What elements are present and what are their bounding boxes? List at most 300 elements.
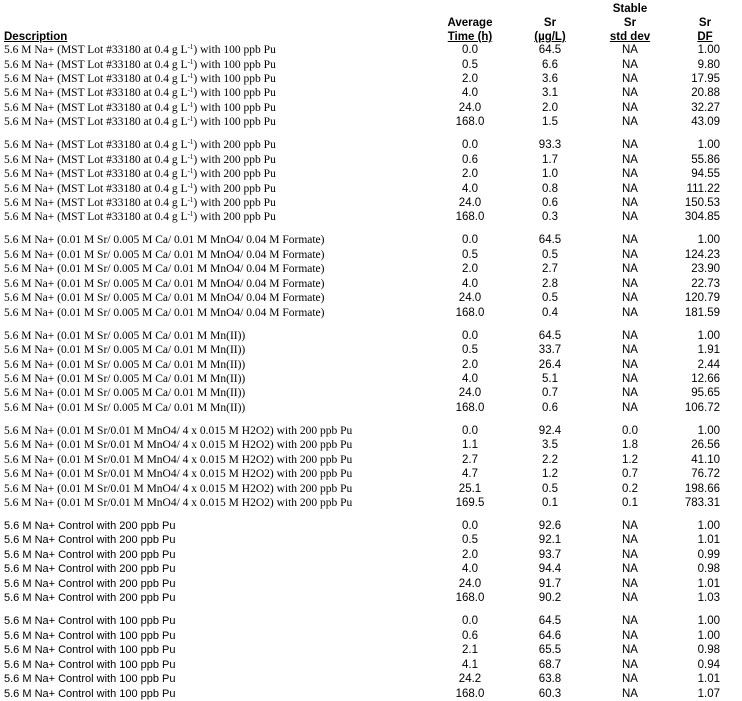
- description-text: 5.6 M Na+ Control with 200 ppb Pu: [4, 520, 176, 532]
- row-average-time: 168.0: [455, 687, 485, 700]
- description-text: 5.6 M Na+ (0.01 M Sr/ 0.005 M Ca/ 0.01 M MnO4/ 0.04 M Formate): [4, 292, 325, 305]
- row-sr: 65.5: [538, 644, 562, 657]
- row-sr-df: 23.90: [691, 263, 720, 276]
- row-description: [4, 167, 276, 181]
- row-description: [4, 329, 245, 343]
- row-sr-df: 1.01: [697, 534, 720, 547]
- row-description: [4, 438, 352, 452]
- row-sr-df: 76.72: [691, 468, 720, 481]
- row-stable-sr-std-dev: NA: [622, 44, 638, 56]
- table-row: [0, 277, 742, 291]
- table-row: [0, 372, 742, 386]
- row-sr-df: 1.00: [697, 615, 720, 628]
- row-description: [4, 467, 352, 481]
- row-sr-df: 17.95: [691, 72, 720, 85]
- row-sr: 2.2: [542, 453, 558, 466]
- row-sr: 64.5: [538, 44, 562, 56]
- row-sr-df: 1.00: [697, 44, 720, 56]
- row-average-time: 2.0: [462, 548, 478, 561]
- row-stable-sr-std-dev: NA: [622, 211, 638, 224]
- row-average-time: 0.5: [462, 534, 478, 547]
- row-sr-df: 20.88: [691, 87, 720, 100]
- row-sr-df: 0.99: [697, 548, 720, 561]
- header-sr-line2: (µg/L): [534, 31, 566, 43]
- row-stable-sr-std-dev: 1.8: [622, 439, 638, 452]
- row-sr: 2.8: [542, 277, 558, 290]
- description-text: 5.6 M Na+ (MST Lot #33180 at 0.4 g L: [4, 182, 188, 195]
- row-sr-df: 1.01: [697, 673, 720, 685]
- row-average-time: 168.0: [455, 211, 485, 224]
- row-average-time: 24.0: [458, 197, 482, 209]
- row-stable-sr-std-dev: NA: [622, 387, 638, 400]
- row-description: [4, 533, 176, 547]
- row-sr-df: 1.03: [697, 592, 720, 605]
- row-description: [4, 86, 276, 100]
- table-row: [0, 196, 742, 210]
- row-average-time: 0.0: [462, 424, 478, 437]
- row-sr-df: 1.91: [697, 344, 720, 356]
- description-superscript: -1: [187, 100, 194, 109]
- row-description: [4, 629, 176, 643]
- row-sr-df: 111.22: [686, 182, 720, 195]
- row-average-time: 24.0: [458, 387, 482, 400]
- row-average-time: 1.1: [462, 439, 478, 452]
- description-superscript: -1: [187, 196, 194, 204]
- row-sr-df: 1.07: [697, 687, 720, 700]
- row-average-time: 168.0: [455, 116, 485, 129]
- row-stable-sr-std-dev: NA: [622, 116, 638, 129]
- description-superscript: -1: [187, 115, 194, 124]
- row-stable-sr-std-dev: NA: [622, 577, 638, 590]
- row-description: [4, 424, 352, 438]
- description-text: 5.6 M Na+ (MST Lot #33180 at 0.4 g L: [4, 211, 188, 224]
- row-sr-df: 55.86: [691, 153, 720, 166]
- description-text: 5.6 M Na+ Control with 200 ppb Pu: [4, 563, 176, 576]
- row-description: [4, 372, 245, 386]
- row-description: [4, 182, 276, 196]
- row-description: [4, 591, 176, 605]
- description-superscript: -1: [187, 152, 194, 161]
- row-sr: 93.3: [538, 139, 562, 152]
- table-row: [0, 687, 742, 701]
- description-suffix: ) with 100 ppb Pu: [193, 44, 276, 56]
- row-stable-sr-std-dev: NA: [622, 168, 638, 181]
- description-text: 5.6 M Na+ (MST Lot #33180 at 0.4 g L: [4, 58, 188, 71]
- table-row: [0, 138, 742, 152]
- row-stable-sr-std-dev: NA: [622, 101, 638, 114]
- table-row: [0, 153, 742, 167]
- row-sr-df: 2.44: [697, 358, 720, 371]
- table-row: [0, 101, 742, 115]
- row-sr: 64.5: [538, 615, 562, 628]
- row-average-time: 169.5: [455, 497, 485, 509]
- row-sr: 6.6: [542, 58, 558, 71]
- row-description: [4, 138, 276, 152]
- row-stable-sr-std-dev: NA: [622, 72, 638, 85]
- description-suffix: ) with 200 ppb Pu: [193, 168, 276, 181]
- row-sr-df: 9.80: [697, 58, 720, 71]
- row-sr-df: 1.01: [697, 577, 720, 590]
- row-description: [4, 262, 325, 276]
- row-description: [4, 43, 276, 57]
- row-average-time: 0.0: [462, 615, 478, 628]
- row-sr: 2.7: [542, 263, 558, 276]
- row-sr: 91.7: [538, 577, 562, 590]
- table-row: [0, 262, 742, 276]
- header-description-label: Description: [4, 31, 68, 43]
- table-row: [0, 329, 742, 343]
- row-sr-df: 124.23: [684, 248, 720, 261]
- header-sd-line1: Stable: [612, 3, 648, 15]
- header-time-line1: Average: [447, 17, 493, 29]
- description-text: 5.6 M Na+ (MST Lot #33180 at 0.4 g L: [4, 101, 188, 114]
- row-stable-sr-std-dev: NA: [622, 306, 638, 319]
- row-description: [4, 482, 352, 496]
- row-stable-sr-std-dev: 0.1: [622, 497, 638, 509]
- row-average-time: 0.5: [462, 248, 478, 261]
- table-row: [0, 210, 742, 224]
- table-row: [0, 643, 742, 657]
- row-stable-sr-std-dev: NA: [622, 401, 638, 414]
- row-sr: 33.7: [538, 344, 562, 356]
- row-average-time: 0.0: [462, 139, 478, 152]
- description-suffix: ) with 100 ppb Pu: [193, 87, 276, 100]
- row-sr: 0.3: [542, 211, 558, 224]
- description-text: 5.6 M Na+ (0.01 M Sr/0.01 M MnO4/ 4 x 0.015 M H2O2) with 200 ppb Pu: [4, 424, 353, 437]
- description-text: 5.6 M Na+ (0.01 M Sr/ 0.005 M Ca/ 0.01 M Mn(II)): [4, 358, 246, 371]
- row-sr: 92.1: [538, 534, 562, 547]
- row-average-time: 25.1: [458, 482, 482, 495]
- description-text: 5.6 M Na+ (MST Lot #33180 at 0.4 g L: [4, 44, 188, 56]
- row-stable-sr-std-dev: NA: [622, 644, 638, 657]
- description-text: 5.6 M Na+ (0.01 M Sr/ 0.005 M Ca/ 0.01 M MnO4/ 0.04 M Formate): [4, 234, 325, 247]
- row-description: [4, 248, 325, 262]
- row-stable-sr-std-dev: NA: [622, 329, 638, 342]
- row-description: [4, 306, 325, 320]
- description-text: 5.6 M Na+ (MST Lot #33180 at 0.4 g L: [4, 87, 188, 100]
- row-sr-df: 304.85: [684, 211, 720, 224]
- description-text: 5.6 M Na+ (0.01 M Sr/ 0.005 M Ca/ 0.01 M MnO4/ 0.04 M Formate): [4, 263, 325, 276]
- description-text: 5.6 M Na+ (MST Lot #33180 at 0.4 g L: [4, 72, 188, 85]
- description-text: 5.6 M Na+ (0.01 M Sr/0.01 M MnO4/ 4 x 0.015 M H2O2) with 200 ppb Pu: [4, 482, 353, 495]
- row-average-time: 4.0: [462, 277, 478, 290]
- table-row: [0, 533, 742, 547]
- description-text: 5.6 M Na+ (0.01 M Sr/ 0.005 M Ca/ 0.01 M MnO4/ 0.04 M Formate): [4, 248, 325, 261]
- row-average-time: 4.7: [462, 468, 478, 481]
- row-stable-sr-std-dev: 1.2: [622, 453, 638, 466]
- description-text: 5.6 M Na+ (MST Lot #33180 at 0.4 g L: [4, 153, 188, 166]
- description-text: 5.6 M Na+ Control with 200 ppb Pu: [4, 577, 176, 590]
- row-sr: 0.7: [542, 387, 558, 400]
- row-sr-df: 26.56: [691, 439, 720, 452]
- row-stable-sr-std-dev: NA: [622, 292, 638, 305]
- row-average-time: 24.0: [458, 292, 482, 305]
- header-sd-line3: std dev: [609, 31, 651, 43]
- row-average-time: 168.0: [455, 592, 485, 605]
- row-sr-df: 0.98: [697, 644, 720, 657]
- row-description: [4, 496, 352, 510]
- description-text: 5.6 M Na+ (0.01 M Sr/ 0.005 M Ca/ 0.01 M Mn(II)): [4, 387, 246, 400]
- row-sr: 0.1: [542, 497, 558, 509]
- row-sr: 0.5: [542, 482, 558, 495]
- description-text: 5.6 M Na+ Control with 100 ppb Pu: [4, 629, 176, 642]
- row-stable-sr-std-dev: NA: [622, 234, 638, 247]
- row-sr-df: 1.00: [697, 629, 720, 642]
- description-suffix: ) with 100 ppb Pu: [193, 116, 276, 129]
- table-row: [0, 519, 742, 533]
- row-sr-df: 1.00: [697, 139, 720, 152]
- description-text: 5.6 M Na+ (0.01 M Sr/ 0.005 M Ca/ 0.01 M Mn(II)): [4, 344, 246, 356]
- description-text: 5.6 M Na+ (0.01 M Sr/0.01 M MnO4/ 4 x 0.015 M H2O2) with 200 ppb Pu: [4, 497, 353, 509]
- description-text: 5.6 M Na+ (0.01 M Sr/0.01 M MnO4/ 4 x 0.015 M H2O2) with 200 ppb Pu: [4, 468, 353, 481]
- row-stable-sr-std-dev: NA: [622, 153, 638, 166]
- table-row: [0, 306, 742, 320]
- table-row: [0, 672, 742, 686]
- description-superscript: -1: [187, 138, 194, 147]
- table-row: [0, 591, 742, 605]
- row-stable-sr-std-dev: NA: [622, 197, 638, 209]
- row-description: [4, 687, 176, 701]
- table-row: [0, 358, 742, 372]
- row-sr-df: 95.65: [691, 387, 720, 400]
- description-suffix: ) with 200 ppb Pu: [193, 211, 276, 224]
- row-description: [4, 577, 176, 591]
- description-suffix: ) with 100 ppb Pu: [193, 101, 276, 114]
- row-sr-df: 181.59: [684, 306, 720, 319]
- row-sr: 0.5: [542, 248, 558, 261]
- row-description: [4, 562, 176, 576]
- description-text: 5.6 M Na+ Control with 200 ppb Pu: [4, 548, 176, 561]
- row-sr: 0.6: [542, 197, 558, 209]
- row-description: [4, 277, 325, 291]
- table-row: [0, 496, 742, 510]
- row-sr: 64.5: [538, 234, 562, 247]
- row-description: [4, 548, 176, 562]
- description-text: 5.6 M Na+ (0.01 M Sr/ 0.005 M Ca/ 0.01 M MnO4/ 0.04 M Formate): [4, 277, 325, 290]
- description-suffix: ) with 200 ppb Pu: [193, 197, 276, 209]
- row-sr: 90.2: [538, 592, 562, 605]
- row-sr: 1.5: [542, 116, 558, 129]
- table-row: [0, 548, 742, 562]
- description-suffix: ) with 200 ppb Pu: [193, 139, 276, 152]
- table-row: [0, 291, 742, 305]
- row-average-time: 2.0: [462, 358, 478, 371]
- row-sr: 94.4: [538, 563, 562, 576]
- header-sr-line1: Sr: [543, 17, 557, 29]
- row-sr-df: 1.00: [697, 329, 720, 342]
- row-average-time: 4.1: [462, 658, 478, 671]
- row-description: [4, 58, 276, 72]
- table-row: [0, 453, 742, 467]
- row-average-time: 2.0: [462, 263, 478, 276]
- row-stable-sr-std-dev: NA: [622, 358, 638, 371]
- row-sr: 64.6: [538, 629, 562, 642]
- table-row: [0, 343, 742, 357]
- description-text: 5.6 M Na+ (0.01 M Sr/0.01 M MnO4/ 4 x 0.015 M H2O2) with 200 ppb Pu: [4, 453, 353, 466]
- header-description: [4, 30, 67, 44]
- row-average-time: 24.0: [458, 577, 482, 590]
- row-description: [4, 519, 176, 533]
- table-row: [0, 182, 742, 196]
- description-superscript: -1: [187, 167, 194, 176]
- description-text: 5.6 M Na+ (MST Lot #33180 at 0.4 g L: [4, 168, 188, 181]
- row-stable-sr-std-dev: NA: [622, 182, 638, 195]
- table-row: [0, 72, 742, 86]
- description-superscript: -1: [187, 71, 194, 80]
- description-suffix: ) with 100 ppb Pu: [193, 58, 276, 71]
- row-stable-sr-std-dev: NA: [622, 673, 638, 685]
- row-stable-sr-std-dev: 0.2: [622, 482, 638, 495]
- row-average-time: 2.0: [462, 72, 478, 85]
- description-text: 5.6 M Na+ (0.01 M Sr/0.01 M MnO4/ 4 x 0.015 M H2O2) with 200 ppb Pu: [4, 439, 353, 452]
- header-time-line2: Time (h): [447, 31, 493, 43]
- table-row: [0, 577, 742, 591]
- description-superscript: -1: [187, 57, 194, 66]
- description-superscript: -1: [187, 86, 194, 95]
- row-average-time: 0.0: [462, 234, 478, 247]
- row-stable-sr-std-dev: NA: [622, 372, 638, 385]
- row-sr-df: 120.79: [684, 292, 720, 305]
- row-sr-df: 0.98: [697, 563, 720, 576]
- row-stable-sr-std-dev: NA: [622, 344, 638, 356]
- row-description: [4, 101, 276, 115]
- row-average-time: 0.0: [462, 520, 478, 532]
- row-average-time: 2.0: [462, 168, 478, 181]
- row-description: [4, 72, 276, 86]
- row-stable-sr-std-dev: 0.0: [622, 424, 638, 437]
- row-average-time: 168.0: [455, 401, 485, 414]
- description-text: 5.6 M Na+ Control with 100 ppb Pu: [4, 687, 176, 700]
- row-sr-df: 94.55: [691, 168, 720, 181]
- row-sr: 64.5: [538, 329, 562, 342]
- row-average-time: 4.0: [462, 87, 478, 100]
- description-text: 5.6 M Na+ Control with 200 ppb Pu: [4, 534, 176, 547]
- row-sr-df: 22.73: [691, 277, 720, 290]
- row-sr-df: 198.66: [684, 482, 720, 495]
- row-sr: 0.8: [542, 182, 558, 195]
- row-stable-sr-std-dev: NA: [622, 87, 638, 100]
- row-sr: 92.4: [538, 424, 562, 437]
- row-sr: 26.4: [538, 358, 562, 371]
- row-average-time: 0.0: [462, 44, 478, 56]
- row-sr: 2.0: [542, 101, 558, 114]
- row-description: [4, 358, 245, 372]
- row-stable-sr-std-dev: NA: [622, 629, 638, 642]
- table-row: [0, 467, 742, 481]
- row-stable-sr-std-dev: NA: [622, 687, 638, 700]
- row-average-time: 0.5: [462, 344, 478, 356]
- row-stable-sr-std-dev: NA: [622, 277, 638, 290]
- table-row: [0, 614, 742, 628]
- table-row: [0, 562, 742, 576]
- row-average-time: 0.5: [462, 58, 478, 71]
- description-text: 5.6 M Na+ Control with 200 ppb Pu: [4, 592, 176, 605]
- row-description: [4, 386, 245, 400]
- description-superscript: -1: [187, 43, 194, 51]
- row-description: [4, 453, 352, 467]
- row-average-time: 2.1: [462, 644, 478, 657]
- row-average-time: 0.6: [462, 629, 478, 642]
- row-sr: 1.0: [542, 168, 558, 181]
- table-row: [0, 629, 742, 643]
- table-row: [0, 233, 742, 247]
- row-sr: 92.6: [538, 520, 562, 532]
- row-sr: 60.3: [538, 687, 562, 700]
- description-suffix: ) with 100 ppb Pu: [193, 72, 276, 85]
- row-sr-df: 1.00: [697, 520, 720, 532]
- row-description: [4, 210, 276, 224]
- row-average-time: 24.2: [458, 673, 482, 685]
- row-average-time: 4.0: [462, 182, 478, 195]
- row-sr: 3.5: [542, 439, 558, 452]
- description-text: 5.6 M Na+ (0.01 M Sr/ 0.005 M Ca/ 0.01 M Mn(II)): [4, 329, 246, 342]
- row-average-time: 2.7: [462, 453, 478, 466]
- row-stable-sr-std-dev: NA: [622, 520, 638, 532]
- description-text: 5.6 M Na+ Control with 100 ppb Pu: [4, 658, 176, 671]
- header-sr-df: [665, 16, 742, 44]
- description-text: 5.6 M Na+ (0.01 M Sr/ 0.005 M Ca/ 0.01 M Mn(II)): [4, 372, 246, 385]
- row-sr-df: 0.94: [697, 658, 720, 671]
- row-stable-sr-std-dev: NA: [622, 58, 638, 71]
- row-sr-df: 150.53: [684, 197, 720, 209]
- row-sr: 3.6: [542, 72, 558, 85]
- row-average-time: 0.0: [462, 329, 478, 342]
- row-sr-df: 1.00: [697, 424, 720, 437]
- table-row: [0, 167, 742, 181]
- row-description: [4, 614, 176, 628]
- row-average-time: 168.0: [455, 306, 485, 319]
- table-row: [0, 43, 742, 57]
- row-average-time: 24.0: [458, 101, 482, 114]
- row-stable-sr-std-dev: NA: [622, 248, 638, 261]
- row-sr-df: 43.09: [691, 116, 720, 129]
- description-text: 5.6 M Na+ (MST Lot #33180 at 0.4 g L: [4, 116, 188, 129]
- row-stable-sr-std-dev: 0.7: [622, 468, 638, 481]
- row-description: [4, 115, 276, 129]
- header-sd-line2: Sr: [623, 17, 637, 29]
- row-sr: 5.1: [542, 372, 558, 385]
- description-suffix: ) with 200 ppb Pu: [193, 153, 276, 166]
- table-row: [0, 424, 742, 438]
- row-stable-sr-std-dev: NA: [622, 658, 638, 671]
- table-row: [0, 58, 742, 72]
- row-description: [4, 196, 276, 210]
- header-df-line2: DF: [697, 31, 713, 43]
- row-sr: 68.7: [538, 658, 562, 671]
- row-stable-sr-std-dev: NA: [622, 534, 638, 547]
- row-description: [4, 401, 245, 415]
- row-sr: 3.1: [542, 87, 558, 100]
- row-sr: 93.7: [538, 548, 562, 561]
- row-sr: 0.4: [542, 306, 558, 319]
- row-stable-sr-std-dev: NA: [622, 263, 638, 276]
- description-suffix: ) with 200 ppb Pu: [193, 182, 276, 195]
- description-text: 5.6 M Na+ Control with 100 ppb Pu: [4, 673, 176, 685]
- table-row: [0, 248, 742, 262]
- row-description: [4, 291, 325, 305]
- table-row: [0, 482, 742, 496]
- row-average-time: 0.6: [462, 153, 478, 166]
- table-row: [0, 386, 742, 400]
- row-description: [4, 643, 176, 657]
- row-average-time: 4.0: [462, 563, 478, 576]
- row-sr-df: 32.27: [691, 101, 720, 114]
- header-df-line1: Sr: [698, 17, 712, 29]
- row-sr: 0.5: [542, 292, 558, 305]
- row-sr-df: 783.31: [684, 497, 720, 509]
- row-sr: 1.2: [542, 468, 558, 481]
- row-sr: 63.8: [538, 673, 562, 685]
